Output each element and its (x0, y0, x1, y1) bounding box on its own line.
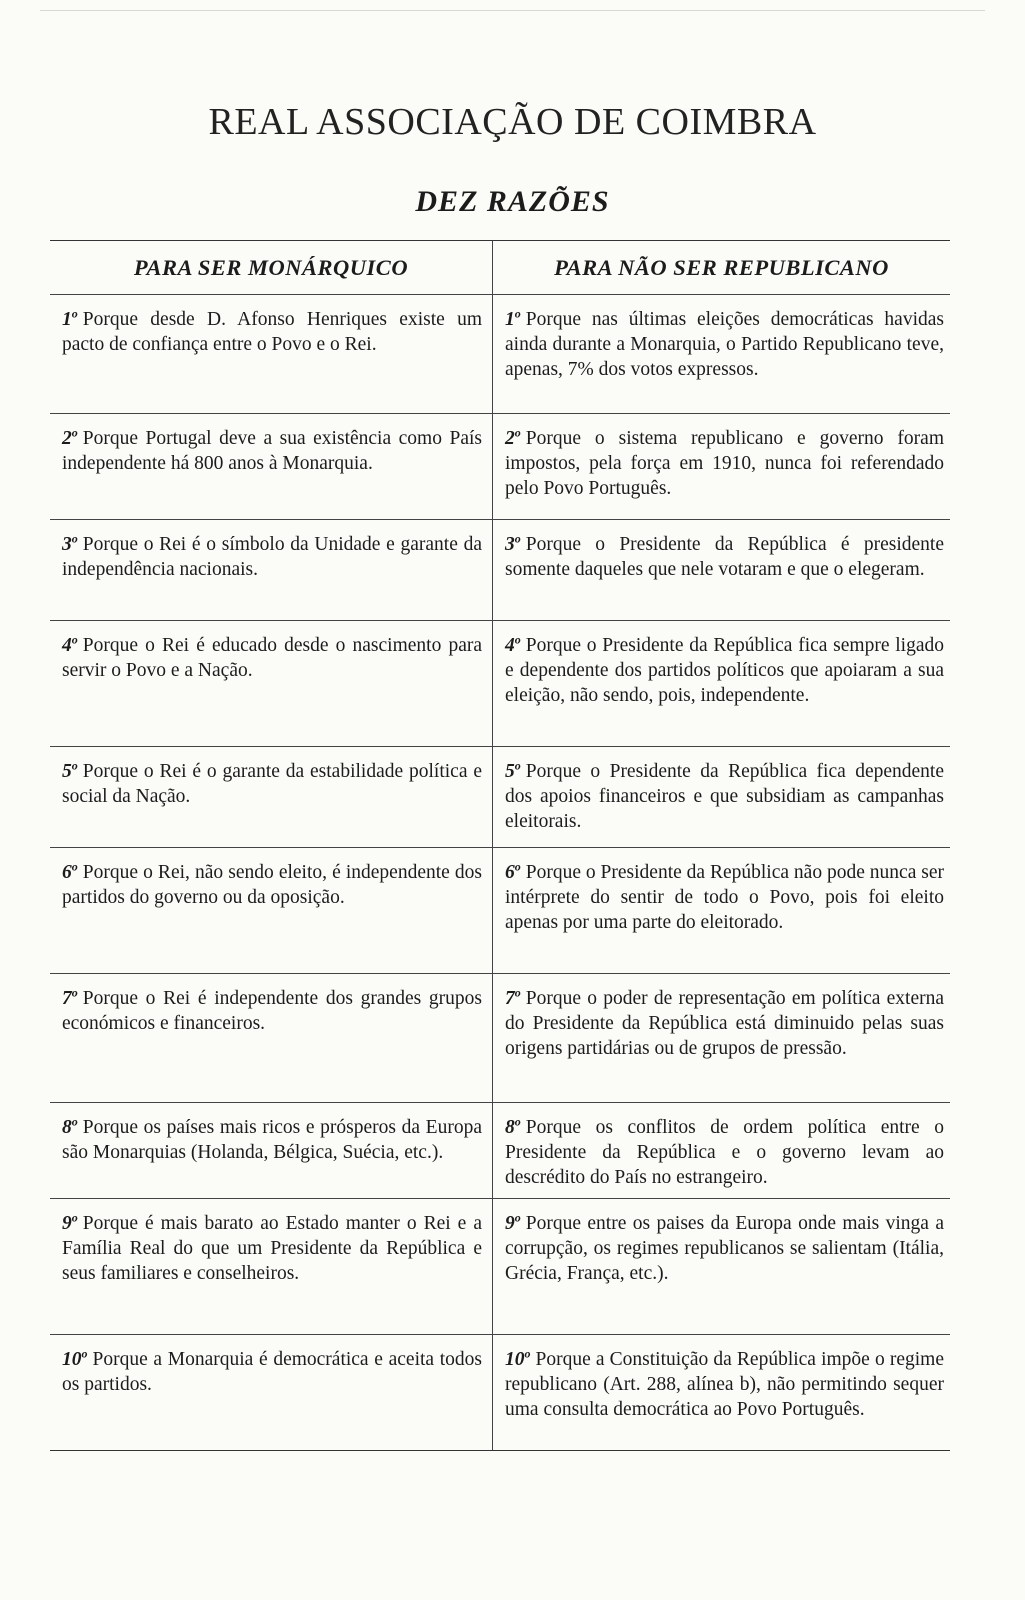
reason-number: 8$^o$ (505, 1114, 521, 1138)
reason-not-republican (493, 414, 950, 519)
reason-monarchist (50, 848, 493, 973)
table-row (50, 848, 950, 974)
reason-number: 5$^o$ (505, 758, 521, 782)
reason-monarchist (50, 1199, 493, 1334)
reason-not-republican (493, 621, 950, 746)
reason-text: Porque desde D. Afonso Henriques existe um pacto de confiança entre o Povo e o Rei. (62, 309, 482, 355)
reason-text: Porque o Presidente da República não pode nunca ser intérprete do sentir de todo o Povo, pois foi eleito apenas por uma parte do eleitorado. (505, 862, 944, 933)
reason-number: 1$^o$ (62, 306, 78, 330)
header-not-republican: PARA NÃO SER REPUBLICANO (554, 255, 889, 280)
reason-text: Porque a Constituição da República impõe o regime republicano (Art. 288, alínea b), não permitindo sequer uma consulta democrática ao Povo Português. (505, 1349, 944, 1420)
reason-text: Porque o Rei é o símbolo da Unidade e garante da independência nacionais. (62, 534, 482, 580)
reason-number: 7$^o$ (62, 985, 78, 1009)
reason-number: 10$^o$ (62, 1346, 88, 1370)
table-row (50, 1103, 950, 1199)
reason-text: Porque nas últimas eleições democráticas havidas ainda durante a Monarquia, o Partido Republicano teve, apenas, 7% dos votos expressos. (505, 309, 944, 380)
reason-number: 4$^o$ (62, 632, 78, 656)
reason-monarchist (50, 295, 493, 413)
reason-not-republican (493, 1199, 950, 1334)
reason-text: Porque o Rei é educado desde o nascimento para servir o Povo e a Nação. (62, 635, 482, 681)
reason-text: Porque o Presidente da República fica dependente dos apoios financeiros e que subsidiam as campanhas eleitorais. (505, 761, 944, 832)
table-row (50, 414, 950, 520)
reason-number: 3$^o$ (505, 531, 521, 555)
reason-text: Porque o poder de representação em política externa do Presidente da República está diminuido pelas suas origens partidárias ou de grupos de pressão. (505, 988, 944, 1059)
reason-monarchist (50, 414, 493, 519)
reason-monarchist (50, 520, 493, 620)
reason-not-republican (493, 747, 950, 847)
reason-number: 10$^o$ (505, 1346, 531, 1370)
header-monarchist: PARA SER MONÁRQUICO (50, 241, 493, 294)
reason-text: Porque o sistema republicano e governo foram impostos, pela força em 1910, nunca foi referendado pelo Povo Português. (505, 428, 944, 499)
reason-text: Porque é mais barato ao Estado manter o Rei e a Família Real do que um Presidente da República e seus familiares e conselheiros. (62, 1213, 482, 1284)
reason-monarchist (50, 747, 493, 847)
reason-number: 9$^o$ (62, 1210, 78, 1234)
top-rule (40, 10, 985, 11)
reason-number: 8$^o$ (62, 1114, 78, 1138)
table-row (50, 1199, 950, 1335)
reason-not-republican (493, 295, 950, 413)
reason-monarchist (50, 1335, 493, 1450)
reason-text: Porque o Rei é o garante da estabilidade política e social da Nação. (62, 761, 482, 807)
document-subtitle: DEZ RAZÕES (415, 185, 610, 218)
reason-number: 3$^o$ (62, 531, 78, 555)
reason-text: Porque Portugal deve a sua existência como País independente há 800 anos à Monarquia. (62, 428, 482, 474)
table-row (50, 520, 950, 621)
reason-number: 1$^o$ (505, 306, 521, 330)
reason-text: Porque os conflitos de ordem política entre o Presidente da República e o governo levam ao descrédito do País no estrangeiro. (505, 1117, 944, 1188)
reasons-table (50, 240, 950, 1451)
reason-text: Porque o Presidente da República é presidente somente daqueles que nele votaram e que o elegeram. (505, 534, 944, 580)
reason-not-republican (493, 520, 950, 620)
reason-text: Porque a Monarquia é democrática e aceita todos os partidos. (62, 1349, 482, 1395)
table-header-row (50, 241, 950, 295)
table-row (50, 295, 950, 414)
table-row (50, 621, 950, 747)
table-row (50, 1335, 950, 1450)
reason-number: 6$^o$ (62, 859, 78, 883)
reason-number: 7$^o$ (505, 985, 521, 1009)
reason-text: Porque os países mais ricos e prósperos da Europa são Monarquias (Holanda, Bélgica, Suécia, etc.). (62, 1117, 482, 1163)
reason-text: Porque o Rei, não sendo eleito, é independente dos partidos do governo ou da oposição. (62, 862, 482, 908)
table-row (50, 974, 950, 1103)
reason-text: Porque o Rei é independente dos grandes grupos económicos e financeiros. (62, 988, 482, 1034)
table-row (50, 747, 950, 848)
reason-text: Porque entre os paises da Europa onde mais vinga a corrupção, os regimes republicanos se salientam (Itália, Grécia, França, etc.). (505, 1213, 944, 1284)
reason-monarchist (50, 621, 493, 746)
reason-number: 2$^o$ (62, 425, 78, 449)
reason-number: 4$^o$ (505, 632, 521, 656)
reason-monarchist (50, 974, 493, 1102)
reason-number: 6$^o$ (505, 859, 521, 883)
reason-not-republican (493, 848, 950, 973)
reason-not-republican (493, 1335, 950, 1450)
reason-number: 9$^o$ (505, 1210, 521, 1234)
reason-monarchist (50, 1103, 493, 1200)
document-title: REAL ASSOCIAÇÃO DE COIMBRA (208, 101, 817, 143)
reason-not-republican (493, 974, 950, 1102)
reason-text: Porque o Presidente da República fica sempre ligado e dependente dos partidos políticos que apoiaram a sua eleição, não sendo, pois, independente. (505, 635, 944, 706)
reason-not-republican (493, 1103, 950, 1200)
reason-number: 2$^o$ (505, 425, 521, 449)
reason-number: 5$^o$ (62, 758, 78, 782)
